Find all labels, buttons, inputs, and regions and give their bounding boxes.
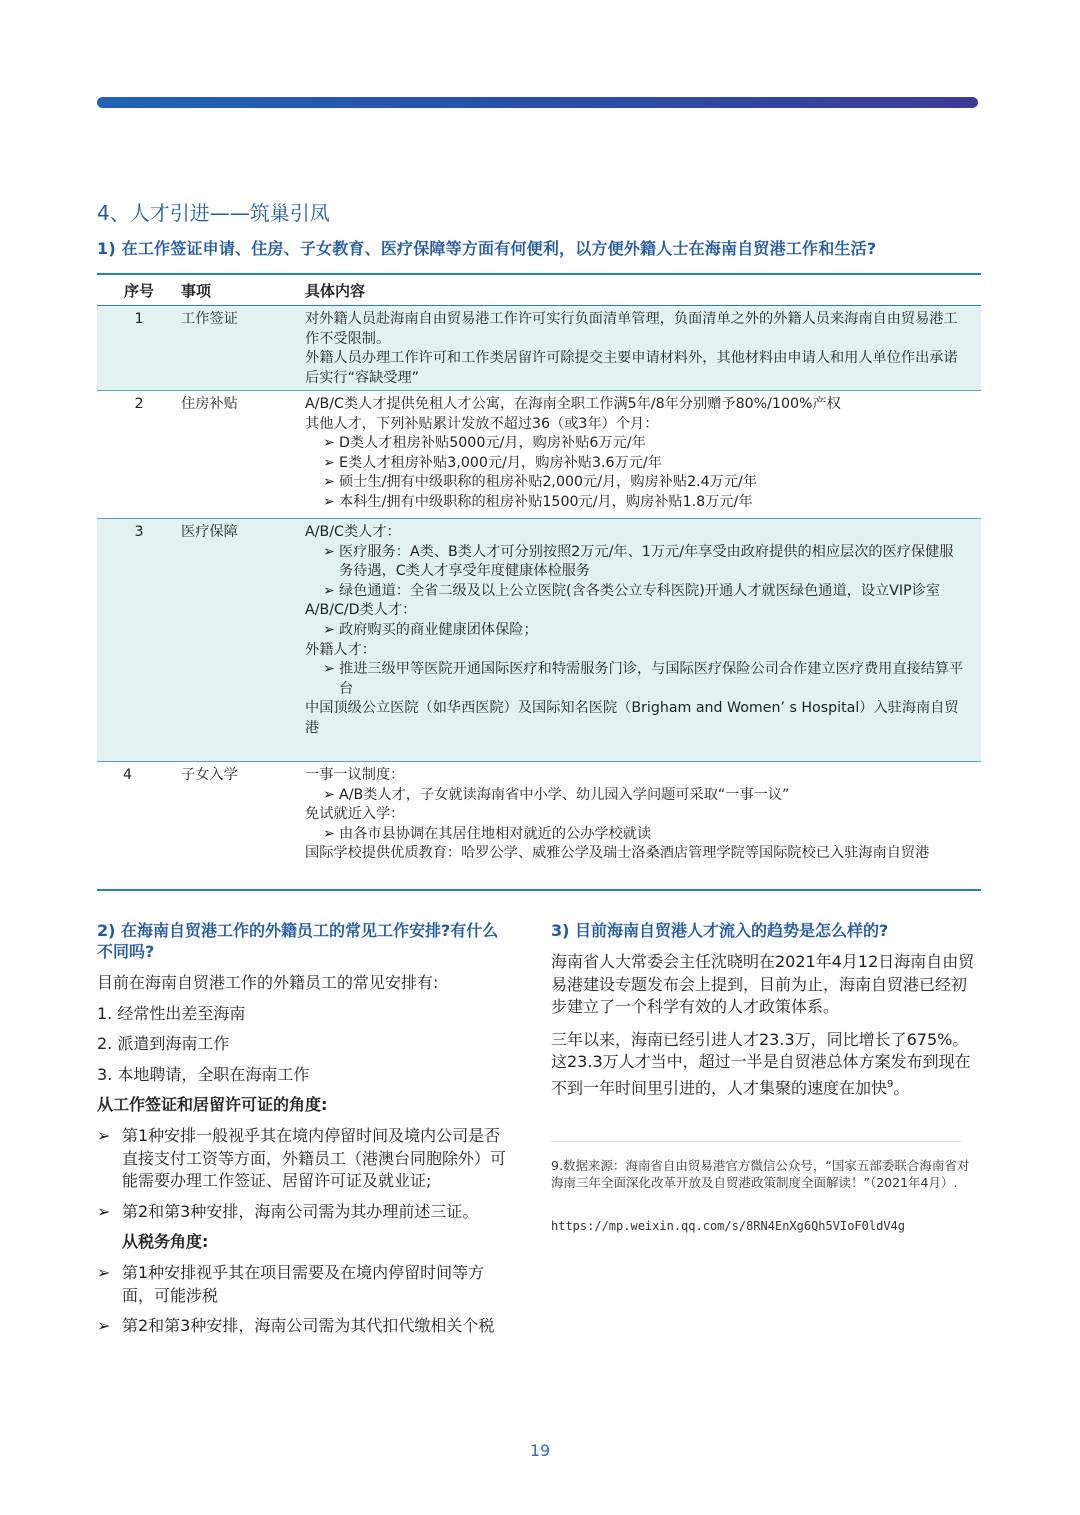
list-item: 1. 经常性出差至海南	[97, 1003, 246, 1023]
right-section-title: 3) 目前海南自贸港人才流入的趋势是怎么样的?	[551, 921, 889, 940]
benefits-table	[97, 273, 981, 891]
table-row	[97, 306, 981, 391]
content-sub-bullet: ➢ 医疗服务：A类、B类人才可分别按照2万元/年、1万元/年享受由政府提供的相应层次的医疗保健服务待遇，C类人才享受年度健康体检服务	[323, 543, 954, 580]
arrow-bullet-icon: ➢	[323, 454, 335, 471]
left-column	[97, 920, 509, 1338]
row-item: 工作签证	[181, 311, 238, 327]
content-sub-bullet: ➢ 政府购买的商业健康团体保险；	[323, 621, 965, 641]
row-no: 2	[134, 396, 144, 412]
arrow-bullet-icon: ➢	[97, 1125, 111, 1145]
row-content	[305, 395, 981, 515]
left-intro: 目前在海南自贸港工作的外籍员工的常见安排有:	[97, 973, 439, 992]
content-group-label: 外籍人才：	[305, 641, 376, 658]
row-content	[305, 766, 981, 886]
content-group-label: 一事一议制度：	[305, 767, 405, 783]
list-item: ➢ 第1种安排一般视乎其在境内停留时间及境内公司是否直接支付工资等方面，外籍员工（港澳台同胞除外）可能需要办理工作签证、居留许可证及就业证;	[97, 1125, 509, 1193]
arrow-bullet-icon: ➢	[323, 435, 335, 452]
content-line: 外籍人员办理工作许可和工作类居留许可除提交主要申请材料外，其他材料由申请人和用人单位作出承诺后实行“容缺受理”	[305, 350, 958, 386]
content-sub-bullet: ➢ E类人才租房补贴3,000元/月，购房补贴3.6万元/年	[323, 454, 965, 474]
left-subheading: 从工作签证和居留许可证的角度:	[97, 1095, 328, 1115]
footnote-text: 9.数据来源：海南省自由贸易港官方微信公众号，“国家五部委联合海南省对海南三年全面深化改革开放及自贸港政策制度全面解读！”（2021年4月）.	[551, 1158, 970, 1190]
page-number: 19	[529, 1441, 551, 1460]
row-item: 住房补贴	[181, 396, 238, 412]
arrow-bullet-icon: ➢	[323, 621, 335, 638]
content-line: A/B/C类人才提供免租人才公寓，在海南全职工作满5年/8年分别赠予80%/100%产权	[305, 396, 841, 412]
row-no: 1	[134, 311, 144, 327]
arrow-bullet-icon: ➢	[323, 825, 335, 842]
content-sub-bullet: ➢ 由各市县协调在其居住地相对就近的公办学校就读	[323, 825, 965, 845]
content-group-label: 免试就近入学：	[305, 806, 405, 823]
left-section-title: 2) 在海南自贸港工作的外籍员工的常见工作安排?有什么不同吗?	[97, 921, 499, 961]
arrow-bullet-icon: ➢	[323, 582, 335, 599]
table-row	[97, 519, 981, 762]
content-line: 国际学校提供优质教育：哈罗公学、威雅公学及瑞士洛桑酒店管理学院等国际院校已入驻海南自贸港	[305, 845, 930, 862]
arrow-bullet-icon: ➢	[323, 786, 335, 803]
table-row	[97, 762, 981, 889]
section-title: 4、人才引进——筑巢引凤	[97, 201, 330, 225]
right-paragraph: 海南省人大常委会主任沈晓明在2021年4月12日海南自由贸易港建设专题发布会上提到，目前为止，海南自贸港已经初步建立了一个科学有效的人才政策体系。	[551, 952, 975, 1017]
row-item: 医疗保障	[181, 524, 238, 540]
content-line: 对外籍人员赴海南自由贸易港工作许可实行负面清单管理，负面清单之外的外籍人员来海南自由贸易港工作不受限制。	[305, 311, 958, 347]
content-sub-bullet: ➢ D类人才租房补贴5000元/月，购房补贴6万元/年	[323, 434, 965, 454]
question-title: 1) 在工作签证申请、住房、子女教育、医疗保障等方面有何便利，以方便外籍人士在海南自贸港工作和生活?	[97, 239, 877, 258]
row-content	[305, 523, 981, 758]
footnote-divider	[551, 1141, 961, 1142]
content-sub-bullet: ➢ 绿色通道：全省二级及以上公立医院(含各类公立专科医院)开通人才就医绿色通道，设立VIP诊室	[323, 582, 965, 602]
list-item: ➢ 第1种安排视乎其在项目需要及在境内停留时间等方面，可能涉税	[97, 1262, 509, 1307]
table-row	[97, 391, 981, 519]
content-sub-bullet: ➢ 推进三级甲等医院开通国际医疗和特需服务门诊，与国际医疗保险公司合作建立医疗费用直接结算平台	[323, 661, 964, 697]
row-no: 3	[134, 524, 144, 540]
content-group-label: A/B/C/D类人才：	[305, 602, 417, 619]
content-group-label: A/B/C类人才：	[305, 524, 401, 540]
list-item: ➢ 第2和第3种安排，海南公司需为其办理前述三证。	[97, 1201, 509, 1224]
arrow-bullet-icon: ➢	[323, 543, 335, 560]
left-subheading: 从税务角度:	[122, 1232, 209, 1252]
row-item: 子女入学	[181, 767, 238, 783]
right-paragraph: 三年以来，海南已经引进人才23.3万，同比增长了675%。这23.3万人才当中，超过一半是自贸港总体方案发布到现在不到一年时间里引进的，人才集聚的速度在加快$^9$。	[551, 1029, 971, 1098]
content-line: 其他人才，下列补贴累计发放不超过36（或3年）个月：	[305, 415, 659, 432]
footnote-ref: 9	[887, 1078, 894, 1090]
header-item: 事项	[181, 281, 212, 300]
header-gradient-bar	[97, 97, 978, 108]
row-content	[305, 310, 981, 387]
content-line: 中国顶级公立医院（如华西医院）及国际知名医院（Brigham and Women’ s Hospital）入驻海南自贸港	[305, 700, 959, 736]
list-item: 3. 本地聘请，全职在海南工作	[97, 1064, 310, 1084]
header-content: 具体内容	[305, 281, 366, 300]
list-item: ➢ 第2和第3种安排，海南公司需为其代扣代缴相关个税	[97, 1315, 509, 1338]
arrow-bullet-icon: ➢	[323, 661, 335, 678]
arrow-bullet-icon: ➢	[323, 493, 335, 510]
arrow-bullet-icon: ➢	[323, 474, 335, 491]
content-sub-bullet: ➢ 本科生/拥有中级职称的租房补贴1500元/月，购房补贴1.8万元/年	[323, 493, 965, 513]
arrow-bullet-icon: ➢	[97, 1201, 111, 1221]
table-header	[97, 275, 981, 306]
header-no: 序号	[123, 281, 154, 300]
arrow-bullet-icon: ➢	[97, 1262, 111, 1282]
arrow-bullet-icon: ➢	[97, 1316, 111, 1336]
content-sub-bullet: ➢ 硕士生/拥有中级职称的租房补贴2,000元/月，购房补贴2.4万元/年	[323, 473, 965, 493]
row-no: 4	[123, 767, 133, 783]
list-item: 2. 派遣到海南工作	[97, 1034, 230, 1054]
content-sub-bullet: ➢ A/B类人才，子女就读海南省中小学、幼儿园入学问题可采取“一事一议”	[323, 786, 965, 806]
footnote-url: https://mp.weixin.qq.com/s/8RN4EnXg6Qh5VIoF0ldV4g	[551, 1219, 906, 1233]
right-column	[551, 920, 979, 1100]
